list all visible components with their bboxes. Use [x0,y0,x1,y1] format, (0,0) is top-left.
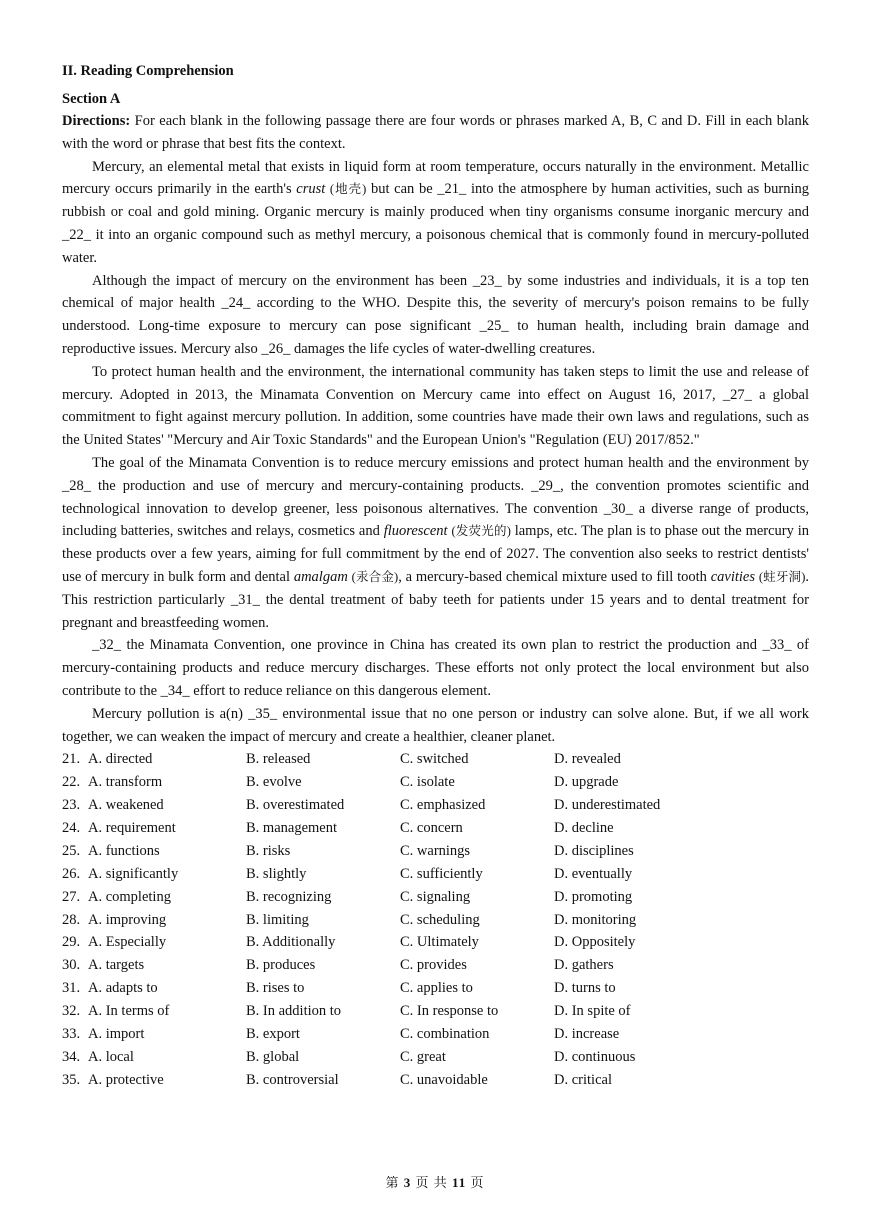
footer-middle: 页 共 [411,1175,452,1190]
option-b: B. risks [246,842,291,859]
document-page [62,60,809,1092]
p4-text-4: . This restriction particularly _31_ the dental treatment of baby teeth for patients under 15 years and to dental treatment for pregnant and breastfeeding women. [62,568,810,631]
glossed-word-crust: crust [296,181,326,198]
option-b: B. overestimated [246,797,345,814]
option-a: A. import [88,1026,145,1042]
question-number: 34. [62,1048,81,1065]
option-a: A. requirement [88,819,176,836]
option-b: B. slightly [246,865,307,882]
question-number: 33. [62,1026,81,1042]
footer-suffix: 页 [466,1175,485,1190]
question-number: 24. [62,819,81,836]
option-row [62,909,809,932]
option-b: B. produces [246,957,316,974]
option-b: B. controversial [246,1071,339,1088]
option-c: C. concern [400,819,463,836]
option-c: C. scheduling [400,911,480,928]
option-a: A. Especially [88,934,167,951]
directions [62,110,809,156]
option-b: B. limiting [246,911,309,928]
question-number: 30. [62,957,81,974]
passage-paragraph-6: Mercury pollution is a(n) _35_ environmental issue that no one person or industry can solve alone. But, if we all work together, we can weaken the impact of mercury and create a healthier, cleaner planet. [62,705,809,745]
option-b: B. recognizing [246,888,332,905]
option-c: C. combination [400,1026,490,1042]
option-d: D. gathers [554,957,614,974]
option-d: D. monitoring [554,911,637,928]
answer-options [62,748,809,1091]
glossed-word-amalgam: amalgam [293,568,348,585]
passage-paragraph-3: To protect human health and the environment, the international community has taken steps to limit the use and release of mercury. Adopted in 2013, the Minamata Convention on Mercury came into effect on August 16, 2017, _27_ a global commitment to fight against mercury pollution. In addition, some countries have made their own laws and regulations, such as the United States' "Mercury and Air Toxic Standards" and the European Union's "Regulation (EU) 2017/852." [62,363,809,449]
p1-text-2: but can be _21_ into the atmosphere by human activities, such as burning rubbish or coal and gold mining. Organic mercury is mainly produced when tiny organisms consume inorganic mercury and _22_ it into an organic compound such as methyl mercury, a poisonous chemical that is commonly found in mercury-polluted water. [62,181,809,266]
option-b: B. management [246,819,338,836]
option-row [62,794,809,817]
subsection-title: Section A [62,91,121,107]
page-footer [0,1172,870,1191]
option-b: B. rises to [246,980,305,997]
question-number: 27. [62,888,81,905]
option-a: A. significantly [88,865,179,882]
section-title: II. Reading Comprehension [62,63,234,79]
option-row [62,977,809,1000]
option-a: A. transform [88,774,163,791]
option-row [62,817,809,840]
option-a: A. In terms of [88,1003,170,1020]
question-number: 35. [62,1071,81,1088]
passage-paragraph-4 [62,452,809,634]
directions-label: Directions: [62,113,131,129]
option-row [62,1046,809,1069]
option-c: C. provides [400,957,467,974]
option-row [62,863,809,886]
option-d: D. In spite of [554,1003,631,1020]
option-b: B. In addition to [246,1003,342,1020]
option-d: D. underestimated [554,797,661,814]
current-page-number: 3 [403,1175,412,1190]
option-c: C. Ultimately [400,934,479,951]
passage-paragraph-1 [62,156,809,270]
option-d: D. decline [554,819,614,836]
option-a: A. improving [88,911,167,928]
option-row [62,954,809,977]
gloss-cavities: (蛀牙洞) [758,569,806,584]
passage-paragraph-2: Although the impact of mercury on the environment has been _23_ by some industries and individuals, it is a top ten chemical of major health _24_ according to the WHO. Despite this, the severity of mercury's poison remains to be fully understood. Long-time exposure to mercury can pose significant _25_ to human health, including brain damage and reproductive issues. Mercury also _26_ damages the life cycles of water-dwelling creatures. [62,272,809,357]
glossed-word-fluorescent: fluorescent [383,523,448,540]
option-row [62,840,809,863]
option-c: C. warnings [400,842,471,859]
option-b: B. global [246,1048,300,1065]
option-c: C. signaling [400,888,471,905]
option-a: A. protective [88,1071,164,1088]
question-number: 22. [62,774,81,791]
question-number: 28. [62,911,81,928]
option-b: B. export [246,1026,300,1042]
footer-prefix: 第 [385,1175,404,1190]
option-a: A. local [88,1048,134,1065]
option-row [62,1023,809,1046]
option-a: A. functions [88,842,160,859]
option-c: C. isolate [400,774,455,791]
option-c: C. applies to [400,980,473,997]
question-number: 32. [62,1003,81,1020]
option-a: A. adapts to [88,980,158,997]
option-d: D. critical [554,1071,612,1088]
option-c: C. emphasized [400,797,486,814]
option-row [62,886,809,909]
gloss-amalgam: (汞合金) [351,569,399,584]
option-a: A. weakened [88,797,164,814]
question-number: 31. [62,980,81,997]
option-d: D. upgrade [554,774,619,791]
option-row [62,1000,809,1023]
option-d: D. eventually [554,865,633,882]
option-c: C. unavoidable [400,1071,488,1088]
option-c: C. sufficiently [400,865,483,882]
option-d: D. disciplines [554,842,634,859]
passage-paragraph-5: _32_ the Minamata Convention, one province in China has created its own plan to restrict the production and _33_ of mercury-containing products and reduce mercury discharges. These efforts not only protect the local environment but also contribute to the _34_ effort to reduce reliance on this dangerous element. [62,637,809,699]
directions-text: For each blank in the following passage there are four words or phrases marked A, B, C and D. Fill in each blank with the word or phrase that best fits the context. [62,113,809,152]
option-row [62,771,809,794]
option-a: A. targets [88,957,145,974]
option-a: A. directed [88,751,153,768]
question-number: 26. [62,865,81,882]
p1-text-1: Mercury, an elemental metal that exists in liquid form at room temperature, occurs naturally in the environment. Metallic mercury occurs primarily in the earth's [62,158,809,198]
option-d: D. increase [554,1026,620,1042]
option-c: C. In response to [400,1003,499,1020]
option-b: B. evolve [246,774,302,791]
total-page-count: 11 [451,1175,467,1190]
question-number: 23. [62,797,81,814]
gloss-crust: (地壳) [329,182,367,197]
option-d: D. continuous [554,1048,636,1065]
option-b: B. released [246,751,311,768]
option-row [62,931,809,954]
option-b: B. Additionally [246,934,336,951]
option-d: D. Oppositely [554,934,636,951]
option-row [62,748,809,771]
question-number: 21. [62,751,81,768]
option-a: A. completing [88,888,171,905]
option-d: D. promoting [554,888,633,905]
p4-text-3: , a mercury-based chemical mixture used to fill tooth [398,568,711,585]
option-d: D. revealed [554,751,621,768]
option-row [62,1069,809,1092]
question-number: 25. [62,842,81,859]
gloss-fluorescent: (发荧光的) [451,524,511,539]
glossed-word-cavities: cavities [710,568,755,585]
option-d: D. turns to [554,980,616,997]
p4-text-2: lamps, etc. The plan is to phase out the mercury in these products over a few years, aiming for full commitment by the end of 2027. The convention also seeks to restrict dentists' use of mercury in bulk form and dental [62,523,810,585]
question-number: 29. [62,934,81,951]
option-c: C. great [400,1048,446,1065]
option-c: C. switched [400,751,469,768]
p4-text-1: The goal of the Minamata Convention is to reduce mercury emissions and protect human health and the environment by _28_ the production and use of mercury and mercury-containing products. _29_, the convention promotes scientific and technological innovation to develop greener, less poisonous alternatives. The convention _30_ a diverse range of products, including batteries, switches and relays, cosmetics and [62,454,809,540]
